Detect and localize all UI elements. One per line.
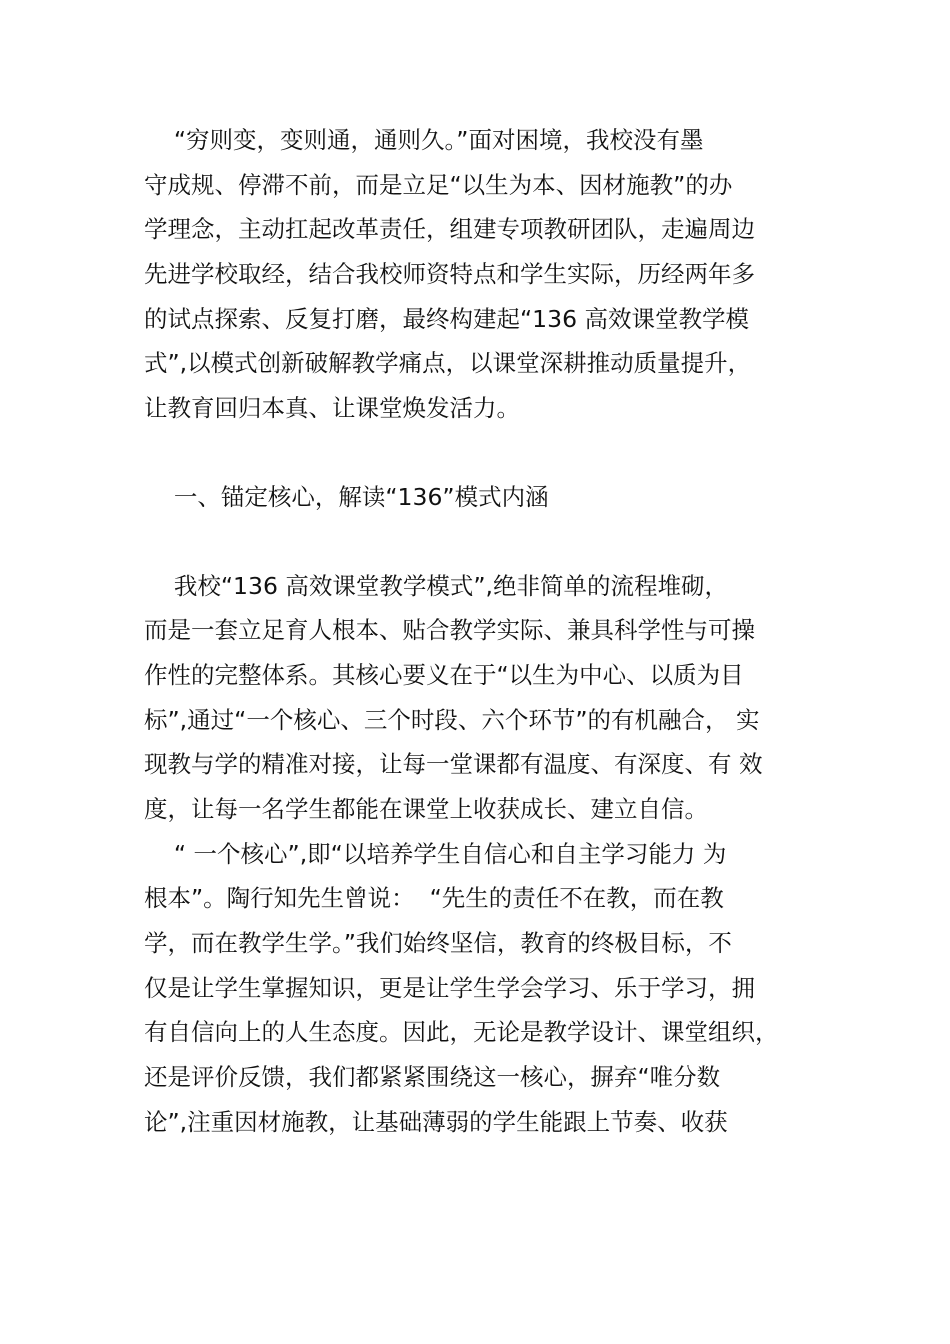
text-line: 守成规、停滞不前，而是立足“以生为本、因材施教”的办	[144, 170, 733, 199]
text-line: 根本”。陶行知先生曾说： “先生的责任不在教，而在教	[144, 884, 724, 913]
text-line: 仅是让学生掌握知识，更是让学生学会学习、乐于学习，拥	[144, 973, 755, 1002]
text-line: 的试点探索、反复打磨，最终构建起“136 高效课堂教学模	[144, 304, 749, 333]
paragraph-gap	[144, 431, 816, 475]
text-line: 而是一套立足育人根本、贴合教学实际、兼具科学性与可操	[144, 616, 755, 645]
paragraph-body	[144, 564, 816, 1145]
text-line: 作性的完整体系。其核心要义在于“以生为中心、以质为目	[144, 660, 744, 689]
text-line: 还是评价反馈，我们都紧紧围绕这一核心，摒弃“唯分数	[144, 1063, 721, 1092]
text-line: 式”,以模式创新破解教学痛点，以课堂深耕推动质量提升，	[144, 349, 752, 378]
text-line: “穷则变，变则通，通则久。”面对困境，我校没有墨	[144, 126, 704, 154]
text-line: 标”,通过“一个核心、三个时段、六个环节”的有机融合， 实	[144, 705, 760, 734]
text-line: “ 一个核心”,即“以培养学生自信心和自主学习能力 为	[144, 839, 727, 868]
paragraph-intro	[144, 118, 816, 431]
document-body	[144, 118, 816, 1144]
text-line: 论”,注重因材施教，让基础薄弱的学生能跟上节奏、收获	[144, 1107, 728, 1136]
text-line: 我校“136 高效课堂教学模式”,绝非简单的流程堆砌，	[144, 571, 729, 600]
text-line: 现教与学的精准对接，让每一堂课都有温度、有深度、有 效	[144, 750, 763, 779]
heading-line: 一、锚定核心，解读“136”模式内涵	[144, 482, 549, 511]
text-line: 先进学校取经，结合我校师资特点和学生实际，历经两年多	[144, 260, 755, 289]
text-line: 让教育回归本真、让课堂焕发活力。	[144, 394, 520, 423]
text-line: 有自信向上的人生态度。因此，无论是教学设计、课堂组织，	[144, 1018, 779, 1047]
paragraph-gap	[144, 520, 816, 564]
text-line: 学，而在教学生学。”我们始终坚信，教育的终极目标，不	[144, 929, 732, 957]
text-line: 学理念，主动扛起改革责任，组建专项教研团队，走遍周边	[144, 215, 755, 244]
text-line: 度，让每一名学生都能在课堂上收获成长、建立自信。	[144, 794, 708, 823]
section-heading	[144, 475, 816, 520]
